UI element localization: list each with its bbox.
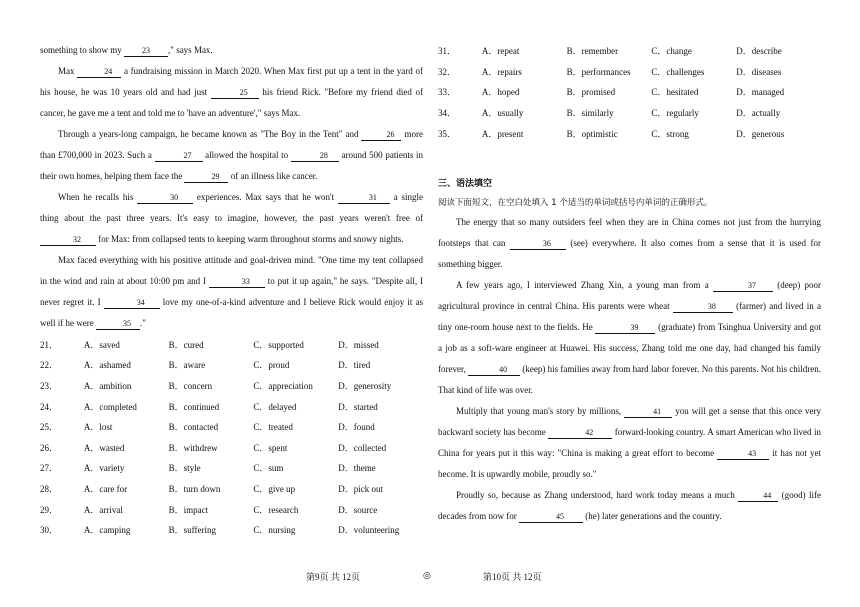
passage-paragraph: The energy that so many outsiders feel when they are in China comes not just from the hurrying footsteps that can 36 (see) everywhere. It also comes from a sense that it is used for something bigger. (438, 216, 821, 269)
answer-blank: 42 (548, 427, 612, 439)
option-c[interactable]: C．strong (651, 129, 689, 140)
answer-blank: 39 (595, 322, 655, 334)
answer-blank: 33 (209, 276, 265, 288)
option-b[interactable]: B．cured (168, 339, 204, 350)
option-b[interactable]: B．performances (566, 66, 631, 77)
option-d[interactable]: D．actually (736, 108, 781, 119)
option-a[interactable]: A．ashamed (83, 360, 131, 371)
answer-blank: 35 (96, 318, 140, 330)
answer-blank: 25 (211, 87, 259, 99)
answer-blank: 26 (361, 129, 401, 141)
answer-blank: 45 (519, 511, 583, 523)
option-d[interactable]: D．started (338, 401, 378, 412)
option-row: 32． A．repairs B．performances C．challenges D．diseases (438, 61, 821, 82)
option-d[interactable]: D．collected (338, 442, 387, 453)
option-d[interactable]: D．theme (338, 463, 376, 474)
answer-blank: 43 (717, 448, 769, 460)
passage-paragraph: something to show my 23 ," says Max. (40, 45, 213, 55)
option-row: 25． A．lost B．contacted C．treated D．found (40, 416, 423, 437)
option-a[interactable]: A．saved (83, 339, 120, 350)
section-title: 三、语法填空 (438, 178, 493, 189)
option-c[interactable]: C．change (651, 45, 692, 56)
answer-blank: 38 (673, 301, 733, 313)
answer-options (40, 334, 423, 540)
option-d[interactable]: D．pick out (338, 483, 383, 494)
option-row: 22． A．ashamed B．aware C．proud D．tired (40, 355, 423, 376)
option-c[interactable]: C．treated (253, 422, 293, 433)
option-b[interactable]: B．impact (168, 504, 209, 515)
answer-blank: 32 (40, 234, 96, 246)
option-a[interactable]: A．usually (481, 108, 524, 119)
option-d[interactable]: D．tired (338, 360, 371, 371)
answer-blank: 31 (338, 192, 390, 204)
option-c[interactable]: C．hesitated (651, 87, 699, 98)
option-c[interactable]: C．delayed (253, 401, 297, 412)
option-row: 24． A．completed B．continued C．delayed D．started (40, 396, 423, 417)
option-row: 26． A．wasted B．withdrew C．spent D．collected (40, 437, 423, 458)
option-b[interactable]: B．suffering (168, 525, 216, 536)
answer-blank: 36 (510, 238, 566, 250)
option-c[interactable]: C．give up (253, 483, 296, 494)
option-d[interactable]: D．managed (736, 87, 785, 98)
option-a[interactable]: A．camping (83, 525, 131, 536)
right-page-number: 第10页 共 12页 (483, 572, 542, 582)
option-c[interactable]: C．regularly (651, 108, 699, 119)
option-a[interactable]: A．hoped (481, 87, 520, 98)
option-b[interactable]: B．withdrew (168, 442, 218, 453)
option-row: 31． A．repeat B．remember C．change D．describe (438, 40, 821, 61)
answer-blank: 24 (77, 66, 121, 78)
option-b[interactable]: B．turn down (168, 483, 221, 494)
passage-paragraph: Multiply that young man's story by millions, 41 you will get a sense that this once very backward society has become 42 forward-looking country. A smart American who lived in China for years put it this way: "China is making a great effort to become 43 it has not yet become. It is upwardly mobile, proudly so." (438, 405, 822, 479)
answer-blank: 40 (468, 364, 520, 376)
answer-blank: 37 (713, 280, 773, 292)
option-b[interactable]: B．style (168, 463, 201, 474)
option-a[interactable]: A．repairs (481, 66, 522, 77)
option-c[interactable]: C．sum (253, 463, 284, 474)
option-c[interactable]: C．appreciation (253, 380, 313, 391)
answer-options (438, 40, 821, 144)
option-c[interactable]: C．spent (253, 442, 288, 453)
passage-paragraph: A few years ago, I interviewed Zhang Xin, a young man from a 37 (deep) poor agricultural province in central China. His parents were wheat 38 (farmer) and lived in a tiny one-room house next to the fields. He 39 (graduate) from Tsinghua University and got a job as a soft-ware engineer at Huawei. His success, Zhang told me one day, had changed his family forever, 40 (keep) his families away from hard labor forever. No this parents. Not his children. That kind of life was over. (438, 279, 822, 395)
option-a[interactable]: A．completed (83, 401, 137, 412)
option-row: 27． A．variety B．style C．sum D．theme (40, 458, 423, 479)
option-b[interactable]: B．continued (168, 401, 220, 412)
option-d[interactable]: D．missed (338, 339, 379, 350)
option-row: 34． A．usually B．similarly C．regularly D．actually (438, 102, 821, 123)
option-b[interactable]: B．similarly (566, 108, 614, 119)
option-row: 28． A．care for B．turn down C．give up D．pick out (40, 478, 423, 499)
option-a[interactable]: A．repeat (481, 45, 520, 56)
option-row: 33． A．hoped B．promised C．hesitated D．managed (438, 82, 821, 103)
passage-paragraph: Proudly so, because as Zhang understood, hard work today means a much 44 (good) life decades from now for 45 (he) later generations and the country. (438, 489, 822, 521)
left-column (40, 40, 423, 540)
section-instructions: 阅读下面短文，在空白处填入 1 个适当的单词或括号内单词的正确形式。 (438, 197, 713, 208)
option-c[interactable]: C．challenges (651, 66, 705, 77)
answer-blank: 23 (124, 45, 168, 57)
option-b[interactable]: B．optimistic (566, 129, 618, 140)
option-b[interactable]: B．concern (168, 380, 213, 391)
option-row: 23． A．ambition B．concern C．appreciation D．generosity (40, 375, 423, 396)
passage-paragraph: Through a years-long campaign, he became known as "The Boy in the Tent" and 26 more than £700,000 in 2023. Such a 27 allowed the hospital to 28 around 500 patients in their own homes, helping them face the 29 of an illness like cancer. (40, 129, 423, 181)
option-b[interactable]: B．contacted (168, 422, 219, 433)
option-row: 29． A．arrival B．impact C．research D．source (40, 499, 423, 520)
option-a[interactable]: A．variety (83, 463, 125, 474)
option-row: 30． A．camping B．suffering C．nursing D．volunteering (40, 519, 423, 540)
right-column (438, 40, 821, 527)
option-a[interactable]: A．present (481, 129, 524, 140)
option-b[interactable]: B．promised (566, 87, 616, 98)
passage-paragraph: Max 24 a fundraising mission in March 2020. When Max first put up a tent in the yard of his house, he was 10 years old and had just 25 his friend Rick. "Before my friend died of cancer, he gave me a tent and told me to 'have an adventure'," says Max. (40, 66, 423, 118)
option-a[interactable]: A．wasted (83, 442, 125, 453)
answer-blank: 41 (624, 406, 672, 418)
option-d[interactable]: D．found (338, 422, 375, 433)
option-a[interactable]: A．care for (83, 483, 128, 494)
answer-blank: 30 (137, 192, 193, 204)
answer-blank: 28 (291, 150, 339, 162)
option-d[interactable]: D．generous (736, 129, 785, 140)
option-d[interactable]: D．source (338, 504, 378, 515)
binding-mark-icon: ◎ (423, 570, 431, 580)
option-row: 21． A．saved B．cured C．supported D．missed (40, 334, 423, 355)
passage-paragraph: Max faced everything with his positive attitude and goal-driven mind. "One time my tent collapsed in the wind and rain at about 10:00 pm and I 33 to put it up again," he says. "Despite all, I never regret it. I 34 love my one-of-a-kind adventure and I believe Rick would enjoy it as well if he were 35 ." (40, 255, 423, 328)
option-a[interactable]: A．arrival (83, 504, 123, 515)
option-a[interactable]: A．ambition (83, 380, 132, 391)
option-c[interactable]: C．proud (253, 360, 290, 371)
option-a[interactable]: A．lost (83, 422, 113, 433)
answer-blank: 44 (738, 490, 778, 502)
passage-paragraph: When he recalls his 30 experiences. Max says that he won't 31 a single thing about the past three years. It's easy to imagine, however, the past years weren't free of 32 for Max: from collapsed tents to keeping warm throughout storms and snowy nights. (40, 192, 423, 244)
answer-blank: 27 (155, 150, 203, 162)
option-b[interactable]: B．aware (168, 360, 206, 371)
option-b[interactable]: B．remember (566, 45, 619, 56)
option-d[interactable]: D．generosity (338, 380, 392, 391)
option-d[interactable]: D．volunteering (338, 525, 400, 536)
option-c[interactable]: C．supported (253, 339, 304, 350)
answer-blank: 29 (184, 171, 228, 183)
option-c[interactable]: C．research (253, 504, 299, 515)
left-page-number: 第9页 共 12页 (306, 572, 361, 582)
option-row: 35． A．present B．optimistic C．strong D．generous (438, 123, 821, 144)
option-d[interactable]: D．diseases (736, 66, 782, 77)
option-d[interactable]: D．describe (736, 45, 782, 56)
answer-blank: 34 (104, 297, 160, 309)
option-c[interactable]: C．nursing (253, 525, 296, 536)
